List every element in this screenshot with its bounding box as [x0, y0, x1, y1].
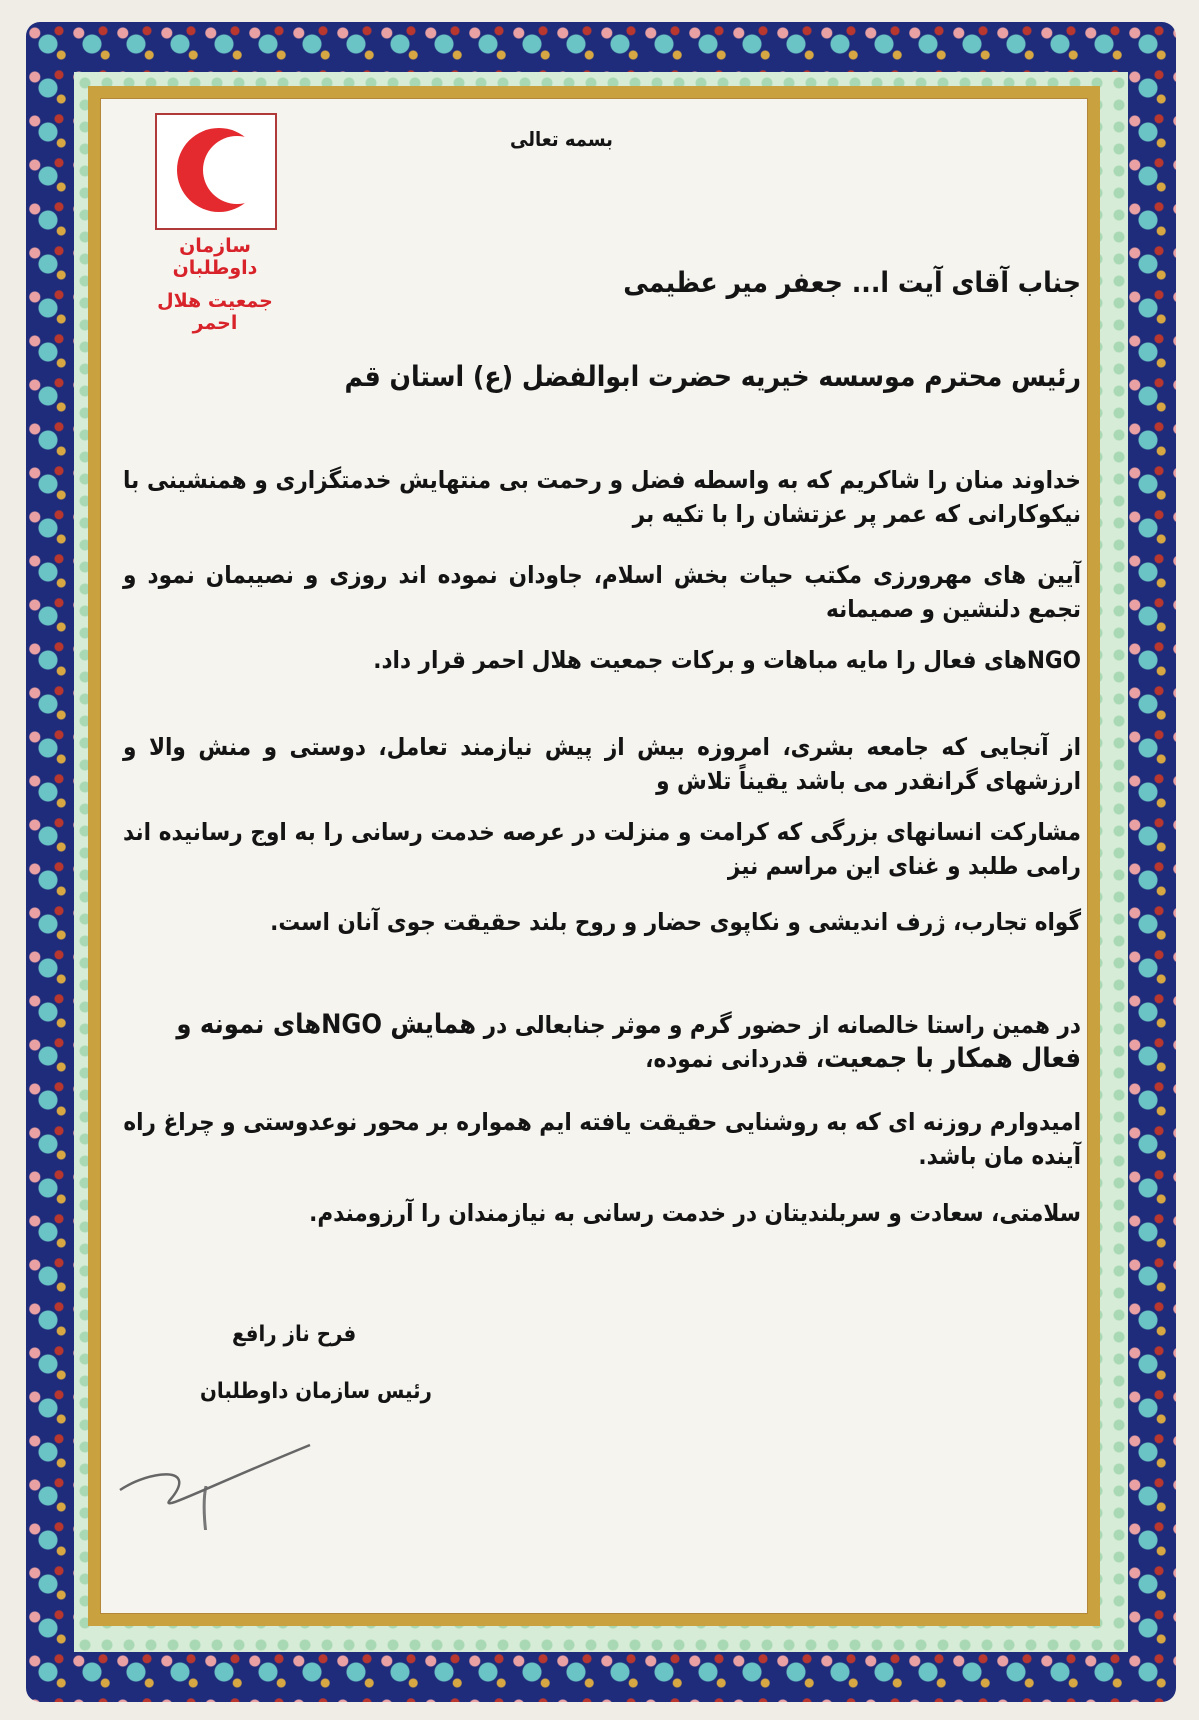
signatory-title: رئیس سازمان داوطلبان [200, 1379, 432, 1404]
conference-name: همایش NGOهای نمونه و فعال همکار با جمعیت [176, 1009, 1081, 1074]
thanks-line [123, 1008, 1081, 1076]
logo-society-name: جمعیت هلال احمر [157, 290, 273, 334]
hope-line: امیدوارم روزنه ای که به روشنایی حقیقت یافته ایم همواره بر محور نوعدوستی و چراغ راه آینده مان باشد. [123, 1108, 1081, 1170]
body-line: مشارکت انسانهای بزرگی که کرامت و منزلت در عرصه خدمت رسانی را به اوج رسانیده اند رامی طلبد و غنای این مراسم نیز [123, 818, 1081, 880]
body-line: از آنجایی که جامعه بشری، امروزه بیش از پیش نیازمند تعامل، دوستی و منش والا و ارزشهای گرانقدر می باشد یقیناً تلاش و [123, 733, 1081, 795]
red-crescent-logo [155, 113, 277, 230]
thanks-before: در همین راستا خالصانه از حضور گرم و موثر جنابعالی در [483, 1011, 1081, 1039]
thanks-after: ، قدردانی نموده، [645, 1045, 825, 1073]
closing-line: سلامتی، سعادت و سربلندیتان در خدمت رسانی به نیازمندان را آرزومندم. [309, 1199, 1081, 1227]
body-line: خداوند منان را شاکریم که به واسطه فضل و رحمت بی منتهایش خدمتگزاری و همنشینی با نیکوکارانی که عمر پر عزتشان را با تکیه بر [123, 466, 1081, 528]
body-line: آیین های مهرورزی مکتب حیات بخش اسلام، جاودان نموده اند روزی و نصیبمان نمود و تجمع دلنشین و صمیمانه [123, 561, 1081, 623]
signatory-name: فرح ناز رافع [232, 1322, 357, 1347]
handwritten-signature [110, 1430, 330, 1530]
recipient-title: رئیس محترم موسسه خیریه حضرت ابوالفضل (ع) استان قم [344, 360, 1081, 393]
logo-org-name: سازمان داوطلبان [172, 235, 258, 279]
body-line: گواه تجارب، ژرف اندیشی و نکاپوی حضار و روح بلند حقیقت جوی آنان است. [270, 908, 1081, 936]
salutation: جناب آقای آیت ا... جعفر میر عظیمی [623, 266, 1081, 299]
invocation: بسمه تعالی [510, 127, 613, 151]
body-line: NGOهای فعال را مایه مباهات و برکات جمعیت هلال احمر قرار داد. [373, 646, 1081, 674]
crescent-icon [177, 128, 261, 212]
